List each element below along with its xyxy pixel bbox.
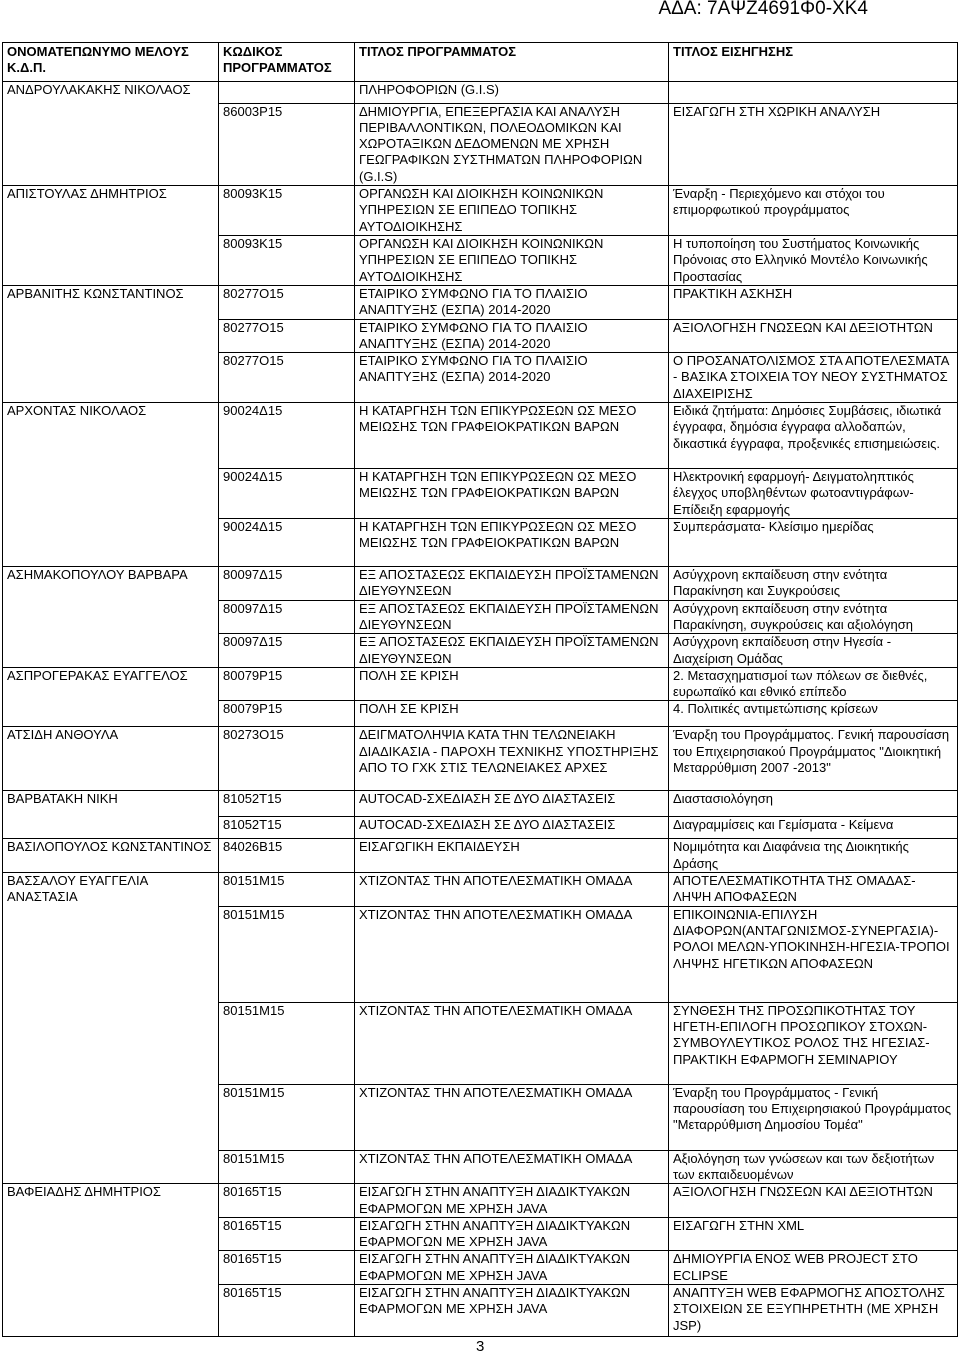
header-name: ΟΝΟΜΑΤΕΠΩΝΥΜΟ ΜΕΛΟΥΣ Κ.Δ.Π. bbox=[3, 43, 219, 82]
table-row bbox=[3, 1150, 958, 1184]
cell-name bbox=[3, 600, 219, 634]
cell-name: ΒΑΣΙΛΟΠΟΥΛΟΣ ΚΩΝΣΤΑΝΤΙΝΟΣ bbox=[3, 839, 219, 873]
cell-code: 80097Δ15 bbox=[219, 600, 355, 634]
cell-program: ΔΗΜΙΟΥΡΓΙΑ, ΕΠΕΞΕΡΓΑΣΙΑ ΚΑΙ ΑΝΑΛΥΣΗ ΠΕΡΙΒΑΛΛΟΝΤΙΚΩΝ, ΠΟΛΕΟΔΟΜΙΚΩΝ ΚΑΙ ΧΩΡΟΤΑΞΙΚΩΝ ΔΕΔΟΜΕΝΩΝ ΜΕ ΧΡΗΣΗ ΓΕΩΓΡΑΦΙΚΩΝ ΣΥΣΤΗΜΑΤΩΝ ΠΛΗΡΟΦΟΡΙΩΝ (G.I.S) bbox=[355, 103, 669, 185]
cell-name: ΑΡΒΑΝΙΤΗΣ ΚΩΝΣΤΑΝΤΙΝΟΣ bbox=[3, 285, 219, 319]
cell-lecture: ΑΠΟΤΕΛΕΣΜΑΤΙΚΟΤΗΤΑ ΤΗΣ ΟΜΑΔΑΣ-ΛΗΨΗ ΑΠΟΦΑΣΕΩΝ bbox=[669, 873, 958, 907]
table-row bbox=[3, 353, 958, 403]
cell-name bbox=[3, 235, 219, 285]
cell-code: 80151Μ15 bbox=[219, 1084, 355, 1150]
cell-code: 80151Μ15 bbox=[219, 1150, 355, 1184]
cell-name: ΑΡΧΟΝΤΑΣ ΝΙΚΟΛΑΟΣ bbox=[3, 403, 219, 469]
cell-name bbox=[3, 103, 219, 185]
cell-program: ΔΕΙΓΜΑΤΟΛΗΨΙΑ ΚΑΤΑ ΤΗΝ ΤΕΛΩΝΕΙΑΚΗ ΔΙΑΔΙΚΑΣΙΑ - ΠΑΡΟΧΗ ΤΕΧΝΙΚΗΣ ΥΠΟΣΤΗΡΙΞΗΣ ΑΠΟ ΤΟ ΓΧΚ ΣΤΙΣ ΤΕΛΩΝΕΙΑΚΕΣ ΑΡΧΕΣ bbox=[355, 727, 669, 791]
cell-name: ΑΣΗΜΑΚΟΠΟΥΛΟΥ ΒΑΡΒΑΡΑ bbox=[3, 567, 219, 601]
table-row bbox=[3, 403, 958, 469]
table-row bbox=[3, 519, 958, 567]
cell-code: 80165Τ15 bbox=[219, 1217, 355, 1251]
cell-name bbox=[3, 319, 219, 353]
cell-program: ΕΞ ΑΠΟΣΤΑΣΕΩΣ ΕΚΠΑΙΔΕΥΣΗ ΠΡΟΪΣΤΑΜΕΝΩΝ ΔΙΕΥΘΥΝΣΕΩΝ bbox=[355, 600, 669, 634]
cell-name bbox=[3, 1251, 219, 1285]
cell-lecture: Συμπεράσματα- Κλείσιμο ημερίδας bbox=[669, 519, 958, 567]
cell-code: 80097Δ15 bbox=[219, 567, 355, 601]
cell-code: 86003Ρ15 bbox=[219, 103, 355, 185]
cell-lecture: Έναρξη - Περιεχόμενο και στόχοι του επιμορφωτικού προγράμματος bbox=[669, 186, 958, 236]
table-row bbox=[3, 81, 958, 103]
cell-lecture: Έναρξη του Προγράμματος. Γενική παρουσίαση του Επιχειρησιακού Προγράμματος "Διοικητική Μεταρρύθμιση 2007 -2013" bbox=[669, 727, 958, 791]
table-row bbox=[3, 1184, 958, 1218]
cell-program: Η ΚΑΤΑΡΓΗΣΗ ΤΩΝ ΕΠΙΚΥΡΩΣΕΩΝ ΩΣ ΜΕΣΟ ΜΕΙΩΣΗΣ ΤΩΝ ΓΡΑΦΕΙΟΚΡΑΤΙΚΩΝ ΒΑΡΩΝ bbox=[355, 403, 669, 469]
cell-name bbox=[3, 1284, 219, 1336]
table-row bbox=[3, 1284, 958, 1336]
cell-lecture: ΠΡΑΚΤΙΚΗ ΑΣΚΗΣΗ bbox=[669, 285, 958, 319]
cell-lecture bbox=[669, 81, 958, 103]
cell-code: 84026Β15 bbox=[219, 839, 355, 873]
cell-code: 80277Ο15 bbox=[219, 353, 355, 403]
cell-lecture: Η τυποποίηση του Συστήματος Κοινωνικής Πρόνοιας στο Ελληνικό Μοντέλο Κοινωνικής Προστασίας bbox=[669, 235, 958, 285]
header-code: ΚΩΔΙΚΟΣ ΠΡΟΓΡΑΜΜΑΤΟΣ bbox=[219, 43, 355, 82]
cell-program: ΕΤΑΙΡΙΚΟ ΣΥΜΦΩΝΟ ΓΙΑ ΤΟ ΠΛΑΙΣΙΟ ΑΝΑΠΤΥΞΗΣ (ΕΣΠΑ) 2014-2020 bbox=[355, 353, 669, 403]
cell-code: 80277Ο15 bbox=[219, 319, 355, 353]
cell-lecture: Ειδικά ζητήματα: Δημόσιες Συμβάσεις, ιδιωτικά έγγραφα, δημόσια έγγραφα αλλοδαπών, δικαστικά έγγραφα, προξενικές επισημειώσεις. bbox=[669, 403, 958, 469]
cell-code: 80165Τ15 bbox=[219, 1284, 355, 1336]
cell-name: ΑΠΙΣΤΟΥΛΑΣ ΔΗΜΗΤΡΙΟΣ bbox=[3, 186, 219, 236]
cell-name: ΒΑΣΣΑΛΟΥ ΕΥΑΓΓΕΛΙΑ ΑΝΑΣΤΑΣΙΑ bbox=[3, 873, 219, 907]
cell-program: ΧΤΙΖΟΝΤΑΣ ΤΗΝ ΑΠΟΤΕΛΕΣΜΑΤΙΚΗ ΟΜΑΔΑ bbox=[355, 1150, 669, 1184]
table-row bbox=[3, 791, 958, 817]
cell-name bbox=[3, 701, 219, 727]
cell-program: ΧΤΙΖΟΝΤΑΣ ΤΗΝ ΑΠΟΤΕΛΕΣΜΑΤΙΚΗ ΟΜΑΔΑ bbox=[355, 1002, 669, 1084]
page-number: 3 bbox=[476, 1338, 485, 1355]
table-row bbox=[3, 285, 958, 319]
cell-name bbox=[3, 1002, 219, 1084]
cell-code bbox=[219, 81, 355, 103]
cell-name bbox=[3, 469, 219, 519]
cell-code: 80079Ρ15 bbox=[219, 667, 355, 701]
table-row bbox=[3, 1251, 958, 1285]
cell-program: AUTOCAD-ΣΧΕΔΙΑΣΗ ΣΕ ΔΥΟ ΔΙΑΣΤΑΣΕΙΣ bbox=[355, 791, 669, 817]
cell-lecture: ΕΙΣΑΓΩΓΗ ΣΤΗ ΧΩΡΙΚΗ ΑΝΑΛΥΣΗ bbox=[669, 103, 958, 185]
cell-program: ΕΞ ΑΠΟΣΤΑΣΕΩΣ ΕΚΠΑΙΔΕΥΣΗ ΠΡΟΪΣΤΑΜΕΝΩΝ ΔΙΕΥΘΥΝΣΕΩΝ bbox=[355, 567, 669, 601]
cell-program: AUTOCAD-ΣΧΕΔΙΑΣΗ ΣΕ ΔΥΟ ΔΙΑΣΤΑΣΕΙΣ bbox=[355, 817, 669, 839]
table-row bbox=[3, 839, 958, 873]
cell-name: ΑΣΠΡΟΓΕΡΑΚΑΣ ΕΥΑΓΓΕΛΟΣ bbox=[3, 667, 219, 701]
cell-code: 90024Δ15 bbox=[219, 519, 355, 567]
cell-lecture: Ασύγχρονη εκπαίδευση στην Ηγεσία - Διαχείριση Ομάδας bbox=[669, 634, 958, 668]
ada-code: ΑΔΑ: 7ΑΨΖ4691Φ0-ΧΚ4 bbox=[658, 0, 868, 19]
cell-lecture: Έναρξη του Προγράμματος - Γενική παρουσίαση του Επιχειρησιακού Προγράμματος "Μεταρρύθμιση Δημοσίου Τομέα" bbox=[669, 1084, 958, 1150]
cell-name bbox=[3, 817, 219, 839]
cell-code: 80277Ο15 bbox=[219, 285, 355, 319]
cell-name bbox=[3, 1217, 219, 1251]
table-row bbox=[3, 1084, 958, 1150]
cell-code: 81052Τ15 bbox=[219, 817, 355, 839]
cell-code: 80165Τ15 bbox=[219, 1184, 355, 1218]
cell-name: ΑΝΔΡΟΥΛΑΚΑΚΗΣ ΝΙΚΟΛΑΟΣ bbox=[3, 81, 219, 103]
cell-code: 80273Ο15 bbox=[219, 727, 355, 791]
cell-lecture: Ασύγχρονη εκπαίδευση στην ενότητα Παρακίνηση, συγκρούσεις και αξιολόγηση bbox=[669, 600, 958, 634]
cell-code: 90024Δ15 bbox=[219, 403, 355, 469]
cell-program: ΟΡΓΑΝΩΣΗ ΚΑΙ ΔΙΟΙΚΗΣΗ ΚΟΙΝΩΝΙΚΩΝ ΥΠΗΡΕΣΙΩΝ ΣΕ ΕΠΙΠΕΔΟ ΤΟΠΙΚΗΣ ΑΥΤΟΔΙΟΙΚΗΣΗΣ bbox=[355, 235, 669, 285]
table-row bbox=[3, 319, 958, 353]
cell-code: 81052Τ15 bbox=[219, 791, 355, 817]
cell-program: ΕΙΣΑΓΩΓΗ ΣΤΗΝ ΑΝΑΠΤΥΞΗ ΔΙΑΔΙΚΤΥΑΚΩΝ ΕΦΑΡΜΟΓΩΝ ΜΕ ΧΡΗΣΗ JAVA bbox=[355, 1184, 669, 1218]
cell-program: ΧΤΙΖΟΝΤΑΣ ΤΗΝ ΑΠΟΤΕΛΕΣΜΑΤΙΚΗ ΟΜΑΔΑ bbox=[355, 873, 669, 907]
table-row bbox=[3, 701, 958, 727]
cell-lecture: Νομιμότητα και Διαφάνεια της Διοικητικής Δράσης bbox=[669, 839, 958, 873]
cell-lecture: Ασύγχρονη εκπαίδευση στην ενότητα Παρακίνηση και Συγκρούσεις bbox=[669, 567, 958, 601]
table-row bbox=[3, 103, 958, 185]
cell-program: ΕΙΣΑΓΩΓΗ ΣΤΗΝ ΑΝΑΠΤΥΞΗ ΔΙΑΔΙΚΤΥΑΚΩΝ ΕΦΑΡΜΟΓΩΝ ΜΕ ΧΡΗΣΗ JAVA bbox=[355, 1217, 669, 1251]
cell-program: ΧΤΙΖΟΝΤΑΣ ΤΗΝ ΑΠΟΤΕΛΕΣΜΑΤΙΚΗ ΟΜΑΔΑ bbox=[355, 1084, 669, 1150]
table-row bbox=[3, 469, 958, 519]
cell-name: ΒΑΦΕΙΑΔΗΣ ΔΗΜΗΤΡΙΟΣ bbox=[3, 1184, 219, 1218]
table-row bbox=[3, 600, 958, 634]
table-row bbox=[3, 1217, 958, 1251]
cell-program: ΠΟΛΗ ΣΕ ΚΡΙΣΗ bbox=[355, 667, 669, 701]
cell-lecture: ΣΥΝΘΕΣΗ ΤΗΣ ΠΡΟΣΩΠΙΚΟΤΗΤΑΣ ΤΟΥ ΗΓΕΤΗ-ΕΠΙΛΟΓΗ ΠΡΟΣΩΠΙΚΟΥ ΣΤΟΧΩΝ-ΣΥΜΒΟΥΛΕΥΤΙΚΟΣ ΡΟΛΟΣ ΤΗΣ ΗΓΕΣΙΑΣ-ΠΡΑΚΤΙΚΗ ΕΦΑΡΜΟΓΗ ΣΕΜΙΝΑΡΙΟΥ bbox=[669, 1002, 958, 1084]
cell-lecture: ΔΗΜΙΟΥΡΓΙΑ ΕΝΟΣ WEB PROJECT ΣΤΟ ECLIPSE bbox=[669, 1251, 958, 1285]
header-program: ΤΙΤΛΟΣ ΠΡΟΓΡΑΜΜΑΤΟΣ bbox=[355, 43, 669, 82]
table-body bbox=[3, 81, 958, 1336]
cell-program: ΕΞ ΑΠΟΣΤΑΣΕΩΣ ΕΚΠΑΙΔΕΥΣΗ ΠΡΟΪΣΤΑΜΕΝΩΝ ΔΙΕΥΘΥΝΣΕΩΝ bbox=[355, 634, 669, 668]
cell-name: ΑΤΣΙΔΗ ΑΝΘΟΥΛΑ bbox=[3, 727, 219, 791]
cell-name bbox=[3, 519, 219, 567]
table-row bbox=[3, 1002, 958, 1084]
cell-lecture: Ο ΠΡΟΣΑΝΑΤΟΛΙΣΜΟΣ ΣΤΑ ΑΠΟΤΕΛΕΣΜΑΤΑ - ΒΑΣΙΚΑ ΣΤΟΙΧΕΙΑ ΤΟΥ ΝΕΟΥ ΣΥΣΤΗΜΑΤΟΣ ΔΙΑΧΕΙΡΙΣΗΣ bbox=[669, 353, 958, 403]
cell-code: 80165Τ15 bbox=[219, 1251, 355, 1285]
cell-name bbox=[3, 353, 219, 403]
table-row bbox=[3, 186, 958, 236]
cell-lecture: 4. Πολιτικές αντιμετώπισης κρίσεων bbox=[669, 701, 958, 727]
cell-name bbox=[3, 1150, 219, 1184]
cell-program: ΕΤΑΙΡΙΚΟ ΣΥΜΦΩΝΟ ΓΙΑ ΤΟ ΠΛΑΙΣΙΟ ΑΝΑΠΤΥΞΗΣ (ΕΣΠΑ) 2014-2020 bbox=[355, 319, 669, 353]
cell-code: 80079Ρ15 bbox=[219, 701, 355, 727]
cell-program: ΕΙΣΑΓΩΓΙΚΗ ΕΚΠΑΙΔΕΥΣΗ bbox=[355, 839, 669, 873]
table-row bbox=[3, 634, 958, 668]
cell-code: 80151Μ15 bbox=[219, 906, 355, 1002]
cell-lecture: 2. Μετασχηματισμοί των πόλεων σε διεθνές, ευρωπαϊκό και εθνικό επίπεδο bbox=[669, 667, 958, 701]
cell-lecture: ΕΠΙΚΟΙΝΩΝΙΑ-ΕΠΙΛΥΣΗ ΔΙΑΦΟΡΩΝ(ΑΝΤΑΓΩΝΙΣΜΟΣ-ΣΥΝΕΡΓΑΣΙΑ)-ΡΟΛΟΙ ΜΕΛΩΝ-ΥΠΟΚΙΝΗΣΗ-ΗΓΕΣΙΑ-ΤΡΟΠΟΙ ΛΗΨΗΣ ΗΓΕΤΙΚΩΝ ΑΠΟΦΑΣΕΩΝ bbox=[669, 906, 958, 1002]
table-row bbox=[3, 567, 958, 601]
cell-code: 80151Μ15 bbox=[219, 873, 355, 907]
cell-program: ΕΙΣΑΓΩΓΗ ΣΤΗΝ ΑΝΑΠΤΥΞΗ ΔΙΑΔΙΚΤΥΑΚΩΝ ΕΦΑΡΜΟΓΩΝ ΜΕ ΧΡΗΣΗ JAVA bbox=[355, 1251, 669, 1285]
cell-program: Η ΚΑΤΑΡΓΗΣΗ ΤΩΝ ΕΠΙΚΥΡΩΣΕΩΝ ΩΣ ΜΕΣΟ ΜΕΙΩΣΗΣ ΤΩΝ ΓΡΑΦΕΙΟΚΡΑΤΙΚΩΝ ΒΑΡΩΝ bbox=[355, 469, 669, 519]
cell-program: ΕΤΑΙΡΙΚΟ ΣΥΜΦΩΝΟ ΓΙΑ ΤΟ ΠΛΑΙΣΙΟ ΑΝΑΠΤΥΞΗΣ (ΕΣΠΑ) 2014-2020 bbox=[355, 285, 669, 319]
cell-program: ΕΙΣΑΓΩΓΗ ΣΤΗΝ ΑΝΑΠΤΥΞΗ ΔΙΑΔΙΚΤΥΑΚΩΝ ΕΦΑΡΜΟΓΩΝ ΜΕ ΧΡΗΣΗ JAVA bbox=[355, 1284, 669, 1336]
cell-lecture: ΑΞΙΟΛΟΓΗΣΗ ΓΝΩΣΕΩΝ ΚΑΙ ΔΕΞΙΟΤΗΤΩΝ bbox=[669, 319, 958, 353]
cell-name bbox=[3, 1084, 219, 1150]
table-row bbox=[3, 727, 958, 791]
cell-lecture: Αξιολόγηση των γνώσεων και των δεξιοτήτων των εκπαιδευομένων bbox=[669, 1150, 958, 1184]
cell-lecture: ΕΙΣΑΓΩΓΗ ΣΤΗΝ XML bbox=[669, 1217, 958, 1251]
cell-program: ΠΟΛΗ ΣΕ ΚΡΙΣΗ bbox=[355, 701, 669, 727]
cell-code: 80093Κ15 bbox=[219, 235, 355, 285]
cell-name bbox=[3, 634, 219, 668]
cell-code: 90024Δ15 bbox=[219, 469, 355, 519]
table-row bbox=[3, 235, 958, 285]
table-row bbox=[3, 667, 958, 701]
cell-code: 80097Δ15 bbox=[219, 634, 355, 668]
members-table bbox=[2, 42, 958, 1337]
cell-lecture: ΑΝΑΠΤΥΞΗ WEB ΕΦΑΡΜΟΓΗΣ ΑΠΟΣΤΟΛΗΣ ΣΤΟΙΧΕΙΩΝ ΣΕ ΕΞΥΠΗΡΕΤΗΤΗ (ΜΕ ΧΡΗΣΗ JSP) bbox=[669, 1284, 958, 1336]
table-row bbox=[3, 906, 958, 1002]
cell-program: ΠΛΗΡΟΦΟΡΙΩΝ (G.I.S) bbox=[355, 81, 669, 103]
cell-program: ΟΡΓΑΝΩΣΗ ΚΑΙ ΔΙΟΙΚΗΣΗ ΚΟΙΝΩΝΙΚΩΝ ΥΠΗΡΕΣΙΩΝ ΣΕ ΕΠΙΠΕΔΟ ΤΟΠΙΚΗΣ ΑΥΤΟΔΙΟΙΚΗΣΗΣ bbox=[355, 186, 669, 236]
cell-name bbox=[3, 906, 219, 1002]
cell-program: ΧΤΙΖΟΝΤΑΣ ΤΗΝ ΑΠΟΤΕΛΕΣΜΑΤΙΚΗ ΟΜΑΔΑ bbox=[355, 906, 669, 1002]
cell-lecture: Ηλεκτρονική εφαρμογή- Δειγματοληπτικός έλεγχος υποβληθέντων φωτοαντιγράφων- Επίδειξη εφαρμογής bbox=[669, 469, 958, 519]
cell-lecture: Διαγραμμίσεις και Γεμίσματα - Κείμενα bbox=[669, 817, 958, 839]
header-lecture: ΤΙΤΛΟΣ ΕΙΣΗΓΗΣΗΣ bbox=[669, 43, 958, 82]
table-row bbox=[3, 817, 958, 839]
cell-code: 80093Κ15 bbox=[219, 186, 355, 236]
header-row bbox=[3, 43, 958, 82]
cell-program: Η ΚΑΤΑΡΓΗΣΗ ΤΩΝ ΕΠΙΚΥΡΩΣΕΩΝ ΩΣ ΜΕΣΟ ΜΕΙΩΣΗΣ ΤΩΝ ΓΡΑΦΕΙΟΚΡΑΤΙΚΩΝ ΒΑΡΩΝ bbox=[355, 519, 669, 567]
cell-code: 80151Μ15 bbox=[219, 1002, 355, 1084]
cell-name: ΒΑΡΒΑΤΑΚΗ ΝΙΚΗ bbox=[3, 791, 219, 817]
cell-lecture: Διαστασιολόγηση bbox=[669, 791, 958, 817]
cell-lecture: ΑΞΙΟΛΟΓΗΣΗ ΓΝΩΣΕΩΝ ΚΑΙ ΔΕΞΙΟΤΗΤΩΝ bbox=[669, 1184, 958, 1218]
table-row bbox=[3, 873, 958, 907]
